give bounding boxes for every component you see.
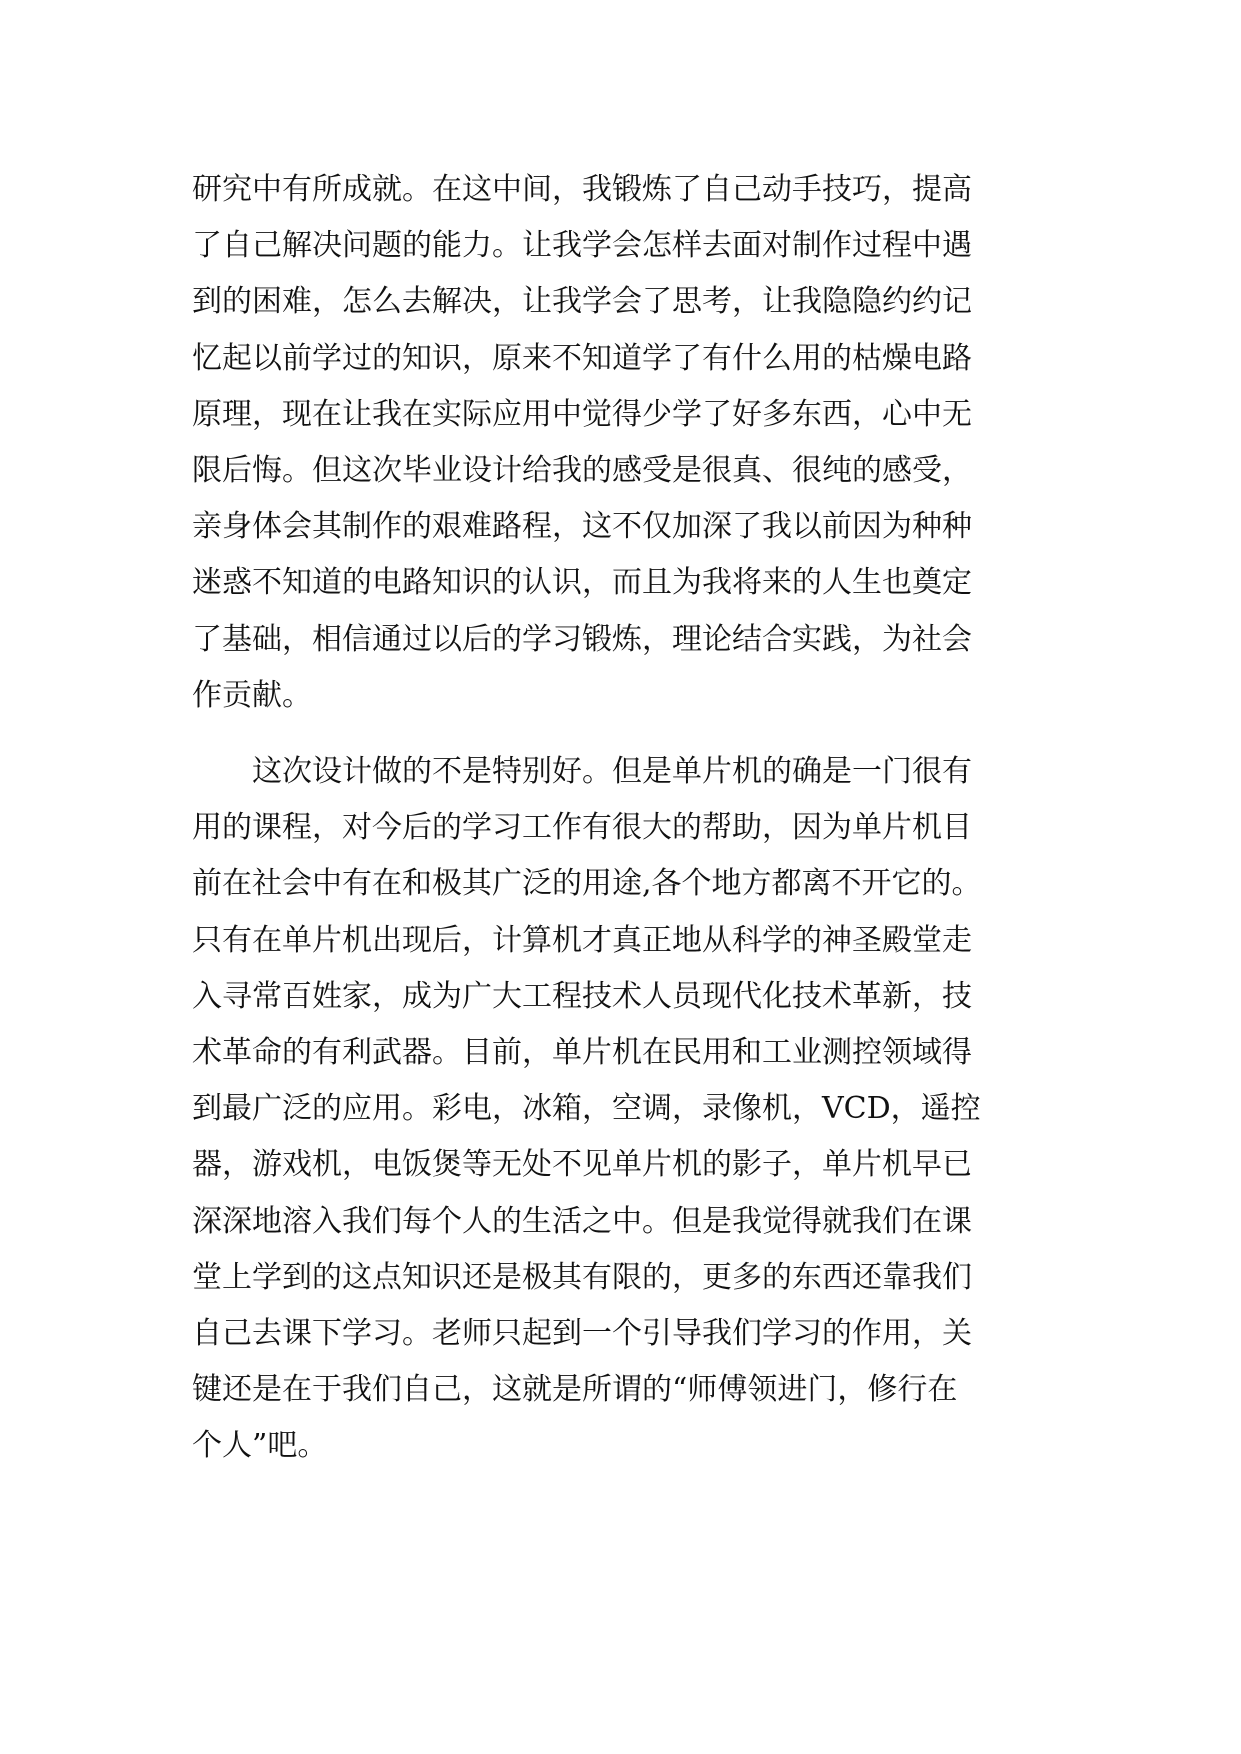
text-line: 术革命的有利武器。目前，单片机在民用和工业测控领域得: [192, 1034, 972, 1070]
text-line: 限后悔。但这次毕业设计给我的感受是很真、很纯的感受，: [192, 452, 972, 488]
text-line: 到的困难，怎么去解决，让我学会了思考，让我隐隐约约记: [192, 284, 972, 320]
text-line: 原理，现在让我在实际应用中觉得少学了好多东西，心中无: [192, 396, 972, 432]
paragraph-1: [192, 162, 1050, 724]
text-line: 迷惑不知道的电路知识的认识，而且为我将来的人生也奠定: [192, 565, 972, 601]
text-line: 作贡献。: [192, 677, 312, 713]
text-line: 深深地溶入我们每个人的生活之中。但是我觉得就我们在课: [192, 1203, 972, 1239]
text-line: 前在社会中有在和极其广泛的用途,各个地方都离不开它的。: [192, 866, 982, 902]
text-line: 这次设计做的不是特别好。但是单片机的确是一门很有: [192, 754, 972, 789]
text-line: 用的课程，对今后的学习工作有很大的帮助，因为单片机目: [192, 810, 972, 846]
text-line: 亲身体会其制作的艰难路程，这不仅加深了我以前因为种种: [192, 509, 972, 545]
text-line: 到最广泛的应用。彩电，冰箱，空调，录像机，VCD，遥控: [192, 1091, 981, 1127]
text-line: 自己去课下学习。老师只起到一个引导我们学习的作用，关: [192, 1315, 972, 1351]
text-line: 了基础，相信通过以后的学习锻炼，理论结合实践，为社会: [192, 621, 972, 657]
text-line: 堂上学到的这点知识还是极其有限的，更多的东西还靠我们: [192, 1259, 972, 1295]
paragraph-2: [192, 744, 1050, 1474]
text-line: 器，游戏机，电饭煲等无处不见单片机的影子，单片机早已: [192, 1147, 972, 1183]
text-line: 研究中有所成就。在这中间，我锻炼了自己动手技巧，提高: [192, 172, 972, 207]
text-line: 键还是在于我们自己，这就是所谓的“师傅领进门，修行在: [192, 1372, 958, 1408]
text-line: 只有在单片机出现后，计算机才真正地从科学的神圣殿堂走: [192, 922, 972, 958]
text-line: 入寻常百姓家，成为广大工程技术人员现代化技术革新，技: [192, 978, 972, 1014]
text-line: 忆起以前学过的知识，原来不知道学了有什么用的枯燥电路: [192, 340, 972, 376]
text-line: 了自己解决问题的能力。让我学会怎样去面对制作过程中遇: [192, 228, 972, 264]
text-line: 个人”吧。: [192, 1428, 328, 1464]
